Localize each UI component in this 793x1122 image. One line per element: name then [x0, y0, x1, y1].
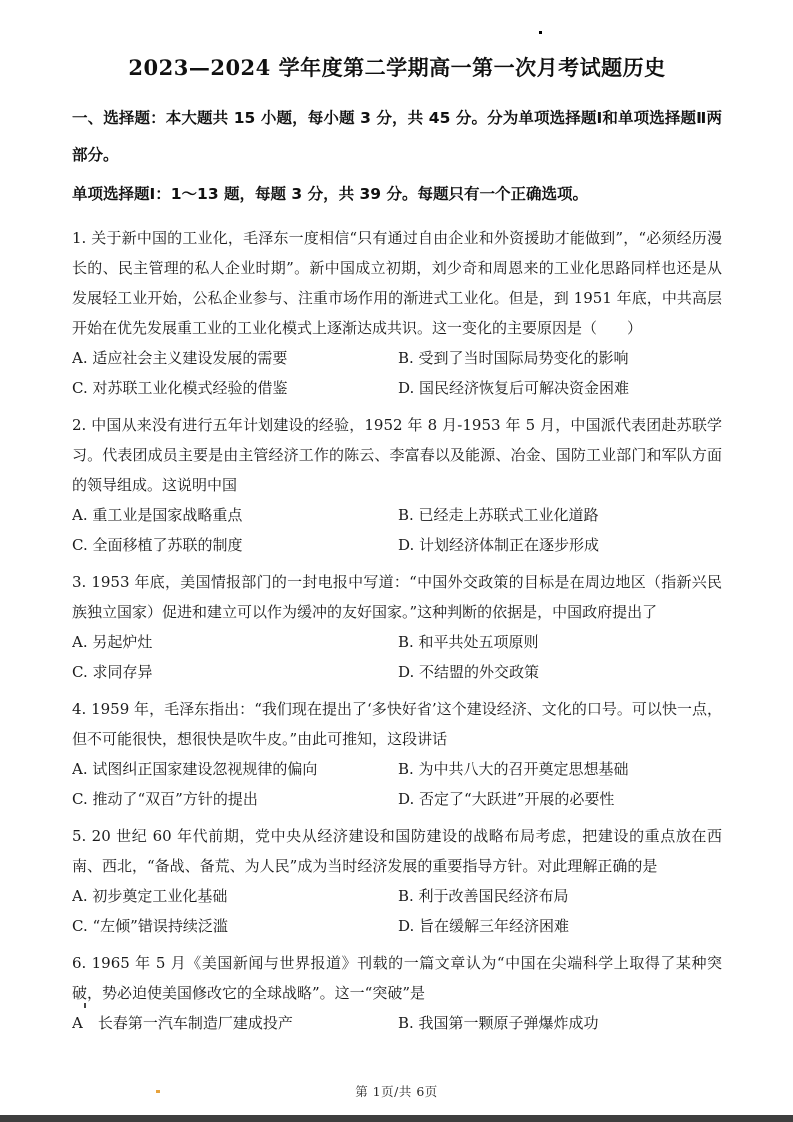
question-3-stem: 3. 1953 年底，美国情报部门的一封电报中写道：“中国外交政策的目标是在周边地区（指新兴民族独立国家）促进和建立可以作为缓冲的友好国家。”这种判断的依据是，中国政府提出了: [72, 573, 722, 621]
page-number: 第 1页/共 6页: [355, 1084, 438, 1099]
question-6: [72, 948, 722, 1038]
question-1-options: [72, 343, 722, 403]
question-3: [72, 567, 722, 687]
document-content: [72, 50, 722, 1045]
question-5-stem: 5. 20 世纪 60 年代前期，党中央从经济建设和国防建设的战略布局考虑，把建设的重点放在西南、西北，“备战、备荒、为人民”成为当时经济发展的重要指导方针。对此理解正确的是: [72, 827, 722, 875]
question-4-stem: 4. 1959 年，毛泽东指出：“我们现在提出了‘多快好省’这个建设经济、文化的口号。可以快一点，但不可能很快，想很快是吹牛皮。”由此可推知，这段讲话: [72, 700, 722, 748]
question-3-option-a: A. 另起炉灶: [72, 633, 153, 651]
question-2-options: [72, 500, 722, 560]
question-1: [72, 223, 722, 403]
question-5-option-b: B. 利于改善国民经济布局: [398, 887, 569, 905]
question-5-option-c: C. “左倾”错误持续泛滥: [72, 917, 228, 935]
question-5: [72, 821, 722, 941]
question-4-option-c: C. 推动了“双百”方针的提出: [72, 790, 258, 808]
question-5-options: [72, 881, 722, 941]
question-4-options: [72, 754, 722, 814]
question-3-options: [72, 627, 722, 687]
question-1-option-b: B. 受到了当时国际局势变化的影响: [398, 349, 629, 367]
question-1-stem: 1. 关于新中国的工业化，毛泽东一度相信“只有通过自由企业和外资援助才能做到”，“必须经历漫长的、民主管理的私人企业时期”。新中国成立初期，刘少奇和周恩来的工业化思路同样也还是从发展轻工业开始，公私企业参与、注重市场作用的渐进式工业化。但是，到 1951 年底，中共高层开始在优先发展重工业的工业化模式上逐渐达成共识。这一变化的主要原因是（ ）: [72, 229, 722, 337]
question-6-option-a: A 长春第一汽车制造厂建成投产: [72, 1014, 293, 1032]
question-1-option-c: C. 对苏联工业化模式经验的借鉴: [72, 379, 288, 397]
question-3-option-b: B. 和平共处五项原则: [398, 633, 539, 651]
question-2-stem: 2. 中国从来没有进行五年计划建设的经验，1952 年 8 月-1953 年 5 月，中国派代表团赴苏联学习。代表团成员主要是由主管经济工作的陈云、李富春以及能源、冶金、国防工业部门和军队方面的领导组成。这说明中国: [72, 416, 722, 494]
question-2-option-b: B. 已经走上苏联式工业化道路: [398, 506, 599, 524]
bottom-bar: [0, 1115, 793, 1122]
question-4-option-b: B. 为中共八大的召开奠定思想基础: [398, 760, 629, 778]
question-4-option-d: D. 否定了“大跃进”开展的必要性: [398, 790, 615, 808]
page-title: 2023—2024 学年度第二学期高一第一次月考试题历史: [128, 55, 666, 80]
question-5-option-d: D. 旨在缓解三年经济困难: [398, 917, 570, 935]
part1-instructions: 单项选择题Ⅰ：1～13 题，每题 3 分，共 39 分。每题只有一个正确选项。: [72, 185, 588, 203]
question-2-option-a: A. 重工业是国家战略重点: [72, 506, 243, 524]
question-2-option-c: C. 全面移植了苏联的制度: [72, 536, 243, 554]
question-5-option-a: A. 初步奠定工业化基础: [72, 887, 228, 905]
question-6-stem: 6. 1965 年 5 月《美国新闻与世界报道》刊载的一篇文章认为“中国在尖端科学上取得了某种突破，势必迫使美国修改它的全球战略”。这一“突破”是: [72, 954, 722, 1002]
question-3-option-c: C. 求同存异: [72, 663, 153, 681]
question-1-option-a: A. 适应社会主义建设发展的需要: [72, 349, 288, 367]
stray-dot-artifact: [539, 31, 542, 34]
question-2: [72, 410, 722, 560]
question-2-option-d: D. 计划经济体制正在逐步形成: [398, 536, 600, 554]
question-4: [72, 694, 722, 814]
question-1-option-d: D. 国民经济恢复后可解决资金困难: [398, 379, 630, 397]
question-6-option-b: B. 我国第一颗原子弹爆炸成功: [398, 1014, 599, 1032]
question-3-option-d: D. 不结盟的外交政策: [398, 663, 540, 681]
question-4-option-a: A. 试图纠正国家建设忽视规律的偏向: [72, 760, 318, 778]
section-instructions: 一、选择题：本大题共 15 小题，每小题 3 分，共 45 分。分为单项选择题Ⅰ和单项选择题Ⅱ两部分。: [72, 109, 722, 164]
question-6-options: [72, 1008, 722, 1038]
stray-tick-artifact: [84, 1003, 86, 1008]
